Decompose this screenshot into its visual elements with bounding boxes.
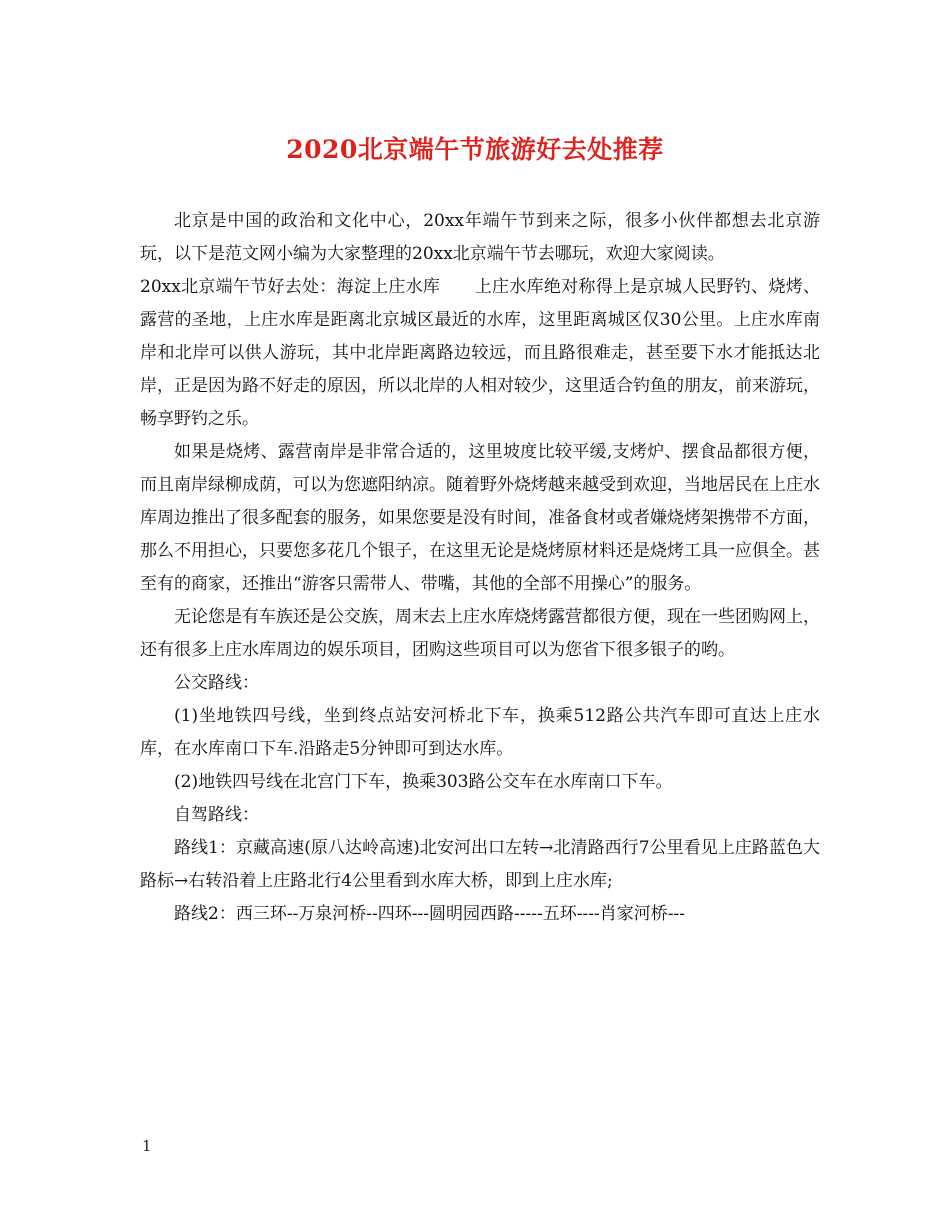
bus-route-2: (2)地铁四号线在北宫门下车，换乘303路公交车在水库南口下车。 xyxy=(174,772,673,792)
driving-route-1: 路线1：京藏高速(原八达岭高速)北安河出口左转→北清路西行7公里看见上庄路蓝色大路标→右转沿着上庄路北行4公里看到水库大桥，即到上庄水库; xyxy=(140,838,820,891)
document-title: 2020北京端午节旅游好去处推荐 xyxy=(286,135,664,164)
driving-route-2: 路线2：西三环--万泉河桥--四环---圆明园西路-----五环----肖家河桥--- xyxy=(174,904,685,924)
paragraph-intro: 北京是中国的政治和文化中心，20xx年端午节到来之际，很多小伙伴都想去北京游玩，以下是范文网小编为大家整理的20xx北京端午节去哪玩，欢迎大家阅读。 xyxy=(140,211,820,264)
paragraph-transport: 无论您是有车族还是公交族，周末去上庄水库烧烤露营都很方便，现在一些团购网上，还有很多上庄水库周边的娱乐项目，团购这些项目可以为您省下很多银子的哟。 xyxy=(140,607,820,660)
page-number: 1 xyxy=(142,1137,152,1155)
paragraph-location: 20xx北京端午节好去处：海淀上庄水库 上庄水库绝对称得上是京城人民野钓、烧烤、露营的圣地，上庄水库是距离北京城区最近的水库，这里距离城区仅30公里。上庄水库南岸和北岸可以供人游玩，其中北岸距离路边较远，而且路很难走，甚至要下水才能抵达北岸，正是因为路不好走的原因，所以北岸的人相对较少，这里适合钓鱼的朋友，前来游玩，畅享野钓之乐。 xyxy=(140,277,820,429)
document-body xyxy=(140,205,820,931)
paragraph-bbq: 如果是烧烤、露营南岸是非常合适的，这里坡度比较平缓,支烤炉、摆食品都很方便，而且南岸绿柳成荫，可以为您遮阳纳凉。随着野外烧烤越来越受到欢迎，当地居民在上庄水库周边推出了很多配套的服务，如果您要是没有时间，准备食材或者嫌烧烤架携带不方面，那么不用担心，只要您多花几个银子，在这里无论是烧烤原材料还是烧烤工具一应俱全。甚至有的商家，还推出“游客只需带人、带嘴，其他的全部不用操心”的服务。 xyxy=(140,442,820,594)
bus-route-1: (1)坐地铁四号线，坐到终点站安河桥北下车，换乘512路公共汽车即可直达上庄水库，在水库南口下车.沿路走5分钟即可到达水库。 xyxy=(140,706,820,759)
heading-bus-routes: 公交路线： xyxy=(174,673,259,693)
heading-driving-routes: 自驾路线： xyxy=(174,805,259,825)
